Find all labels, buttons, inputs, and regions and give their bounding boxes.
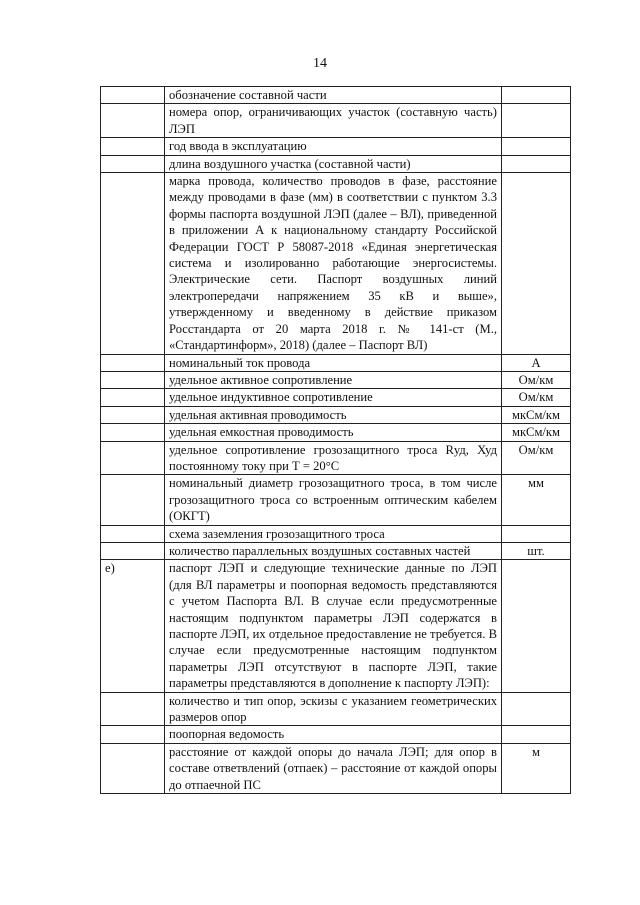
row-text: количество параллельных воздушных составных частей bbox=[165, 542, 502, 559]
row-unit: Ом/км bbox=[502, 389, 571, 406]
row-label bbox=[101, 138, 165, 155]
page-number: 14 bbox=[313, 56, 327, 71]
table-row bbox=[101, 560, 571, 692]
table-row bbox=[101, 542, 571, 559]
table-row bbox=[101, 389, 571, 406]
row-unit bbox=[502, 525, 571, 542]
table-row bbox=[101, 475, 571, 525]
row-text: расстояние от каждой опоры до начала ЛЭП; для опор в составе ответвлений (отпаек) – расстояние от каждой опоры до отпаечной ПС bbox=[165, 743, 502, 793]
row-unit: Ом/км bbox=[502, 371, 571, 388]
table-row bbox=[101, 406, 571, 423]
row-unit bbox=[502, 87, 571, 104]
row-text: длина воздушного участка (составной части) bbox=[165, 155, 502, 172]
row-text: схема заземления грозозащитного троса bbox=[165, 525, 502, 542]
row-text: количество и тип опор, эскизы с указанием геометрических размеров опор bbox=[165, 692, 502, 726]
row-label bbox=[101, 173, 165, 354]
row-text: паспорт ЛЭП и следующие технические данные по ЛЭП (для ВЛ параметры и поопорная ведомость представляются с учетом Паспорта ВЛ. В случае если предусмотренные настоящим подпунктом параметры ЛЭП содержатся в паспорте ЛЭП, их отдельное предоставление не требуется. В случае если предусмотренные настоящим подпунктом параметры ЛЭП отсутствуют в паспорте ЛЭП, такие параметры представляются в дополнение к паспорту ЛЭП): bbox=[165, 560, 502, 692]
row-text: номинальный диаметр грозозащитного троса, в том числе грозозащитного троса со встроенным оптическим кабелем (ОКГТ) bbox=[165, 475, 502, 525]
row-label: е) bbox=[101, 560, 165, 692]
row-unit bbox=[502, 692, 571, 726]
row-unit: Ом/км bbox=[502, 441, 571, 475]
table-row bbox=[101, 692, 571, 726]
row-label bbox=[101, 542, 165, 559]
row-unit bbox=[502, 155, 571, 172]
row-unit bbox=[502, 173, 571, 354]
table-row bbox=[101, 743, 571, 793]
table-row bbox=[101, 726, 571, 743]
row-unit: А bbox=[502, 354, 571, 371]
row-unit: мкСм/км bbox=[502, 424, 571, 441]
table-row bbox=[101, 525, 571, 542]
row-label bbox=[101, 743, 165, 793]
row-text: обозначение составной части bbox=[165, 87, 502, 104]
table-row bbox=[101, 104, 571, 138]
row-label bbox=[101, 354, 165, 371]
row-label bbox=[101, 87, 165, 104]
row-label bbox=[101, 441, 165, 475]
parameters-table bbox=[100, 86, 571, 794]
row-label bbox=[101, 475, 165, 525]
row-text: марка провода, количество проводов в фазе, расстояние между проводами в фазе (мм) в соответствии с пунктом 3.3 формы паспорта воздушной ЛЭП (далее – ВЛ), приведенной в приложении А к национальному стандарту Российской Федерации ГОСТ Р 58087-2018 «Единая энергетическая система и изолированно работающие энергосистемы. Электрические сети. Паспорт воздушных линий электропередачи напряжением 35 кВ и выше», утвержденному и введенному в действие приказом Росстандарта от 20 марта 2018 г. № 141-ст (М., «Стандартинформ», 2018) (далее – Паспорт ВЛ) bbox=[165, 173, 502, 354]
table-row bbox=[101, 354, 571, 371]
table-row bbox=[101, 155, 571, 172]
row-unit bbox=[502, 560, 571, 692]
row-text: поопорная ведомость bbox=[165, 726, 502, 743]
row-text: удельная активная проводимость bbox=[165, 406, 502, 423]
row-unit bbox=[502, 138, 571, 155]
row-label bbox=[101, 525, 165, 542]
row-label bbox=[101, 371, 165, 388]
row-unit bbox=[502, 104, 571, 138]
row-unit: шт. bbox=[502, 542, 571, 559]
table-row bbox=[101, 87, 571, 104]
table-row bbox=[101, 371, 571, 388]
row-text: год ввода в эксплуатацию bbox=[165, 138, 502, 155]
table-row bbox=[101, 173, 571, 354]
row-unit: мкСм/км bbox=[502, 406, 571, 423]
table-row bbox=[101, 138, 571, 155]
row-label bbox=[101, 406, 165, 423]
row-label bbox=[101, 424, 165, 441]
row-unit bbox=[502, 726, 571, 743]
row-text: удельное активное сопротивление bbox=[165, 371, 502, 388]
row-label bbox=[101, 389, 165, 406]
row-text: удельная емкостная проводимость bbox=[165, 424, 502, 441]
row-text: удельное индуктивное сопротивление bbox=[165, 389, 502, 406]
table-row bbox=[101, 441, 571, 475]
table-row bbox=[101, 424, 571, 441]
row-label bbox=[101, 726, 165, 743]
row-unit: мм bbox=[502, 475, 571, 525]
row-text: удельное сопротивление грозозащитного троса Rуд, Худ постоянному току при Т = 20°С bbox=[165, 441, 502, 475]
row-text: номинальный ток провода bbox=[165, 354, 502, 371]
row-label bbox=[101, 104, 165, 138]
row-unit: м bbox=[502, 743, 571, 793]
row-label bbox=[101, 692, 165, 726]
row-text: номера опор, ограничивающих участок (составную часть) ЛЭП bbox=[165, 104, 502, 138]
row-label bbox=[101, 155, 165, 172]
